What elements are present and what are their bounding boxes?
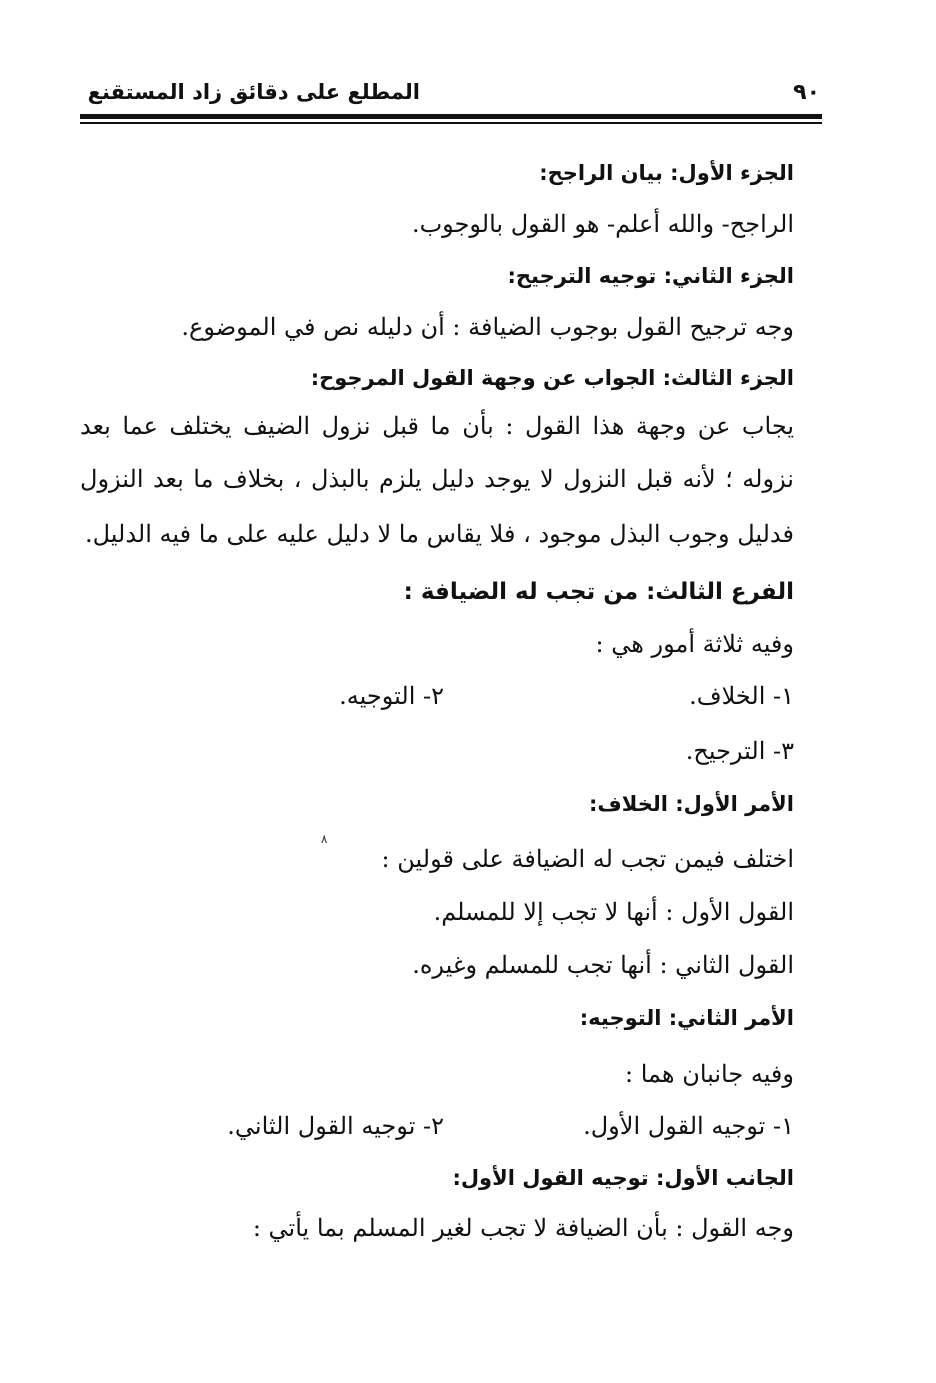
- list-item-2: ٢- التوجيه.: [339, 682, 444, 710]
- side1-heading: الجانب الأول: توجيه القول الأول:: [452, 1166, 794, 1190]
- part3-paragraph-line-3: فدليل وجوب البذل موجود ، فلا يقاس ما لا دليل عليه على ما فيه الدليل.: [84, 520, 794, 548]
- opinion-1: القول الأول : أنها لا تجب إلا للمسلم.: [433, 898, 794, 926]
- header-rule-thin: [80, 122, 822, 124]
- branch3-heading: الفرع الثالث: من تجب له الضيافة :: [403, 579, 794, 605]
- matter1-heading: الأمر الأول: الخلاف:: [589, 792, 794, 816]
- page-header: [80, 70, 822, 114]
- list-item-3: ٣- الترجيح.: [685, 737, 794, 765]
- part2-heading: الجزء الثاني: توجيه الترجيح:: [507, 264, 794, 288]
- part3-paragraph-line-2: نزوله ؛ لأنه قبل النزول لا يوجد دليل يلزم بالبذل ، بخلاف ما بعد النزول: [80, 465, 794, 493]
- part3-paragraph-line-1: يجاب عن وجهة هذا القول : بأن ما قبل نزول الضيف يختلف عما بعد: [80, 412, 794, 440]
- side-item-2: ٢- توجيه القول الثاني.: [227, 1112, 444, 1140]
- part1-text: الراجح- والله أعلم- هو القول بالوجوب.: [411, 210, 794, 238]
- side-item-1: ١- توجيه القول الأول.: [583, 1112, 794, 1140]
- part2-text: وجه ترجيح القول بوجوب الضيافة : أن دليله نص في الموضوع.: [181, 313, 794, 341]
- branch3-intro: وفيه ثلاثة أمور هي :: [595, 630, 794, 658]
- part1-heading: الجزء الأول: بيان الراجح:: [539, 161, 794, 185]
- header-rule-thick: [80, 114, 822, 119]
- stray-mark: ٨: [321, 832, 328, 846]
- matter2-intro: وفيه جانبان هما :: [625, 1060, 794, 1088]
- page-number: ٩٠: [793, 80, 820, 105]
- matter2-heading: الأمر الثاني: التوجيه:: [579, 1006, 794, 1030]
- list-item-1: ١- الخلاف.: [689, 682, 794, 710]
- side1-text: وجه القول : بأن الضيافة لا تجب لغير المسلم بما يأتي :: [252, 1214, 794, 1242]
- opinion-2: القول الثاني : أنها تجب للمسلم وغيره.: [412, 951, 794, 979]
- matter1-intro: اختلف فيمن تجب له الضيافة على قولين :: [381, 845, 794, 873]
- book-title: المطلع على دقائق زاد المستقنع: [87, 80, 420, 104]
- part3-heading: الجزء الثالث: الجواب عن وجهة القول المرجوح:: [310, 366, 794, 390]
